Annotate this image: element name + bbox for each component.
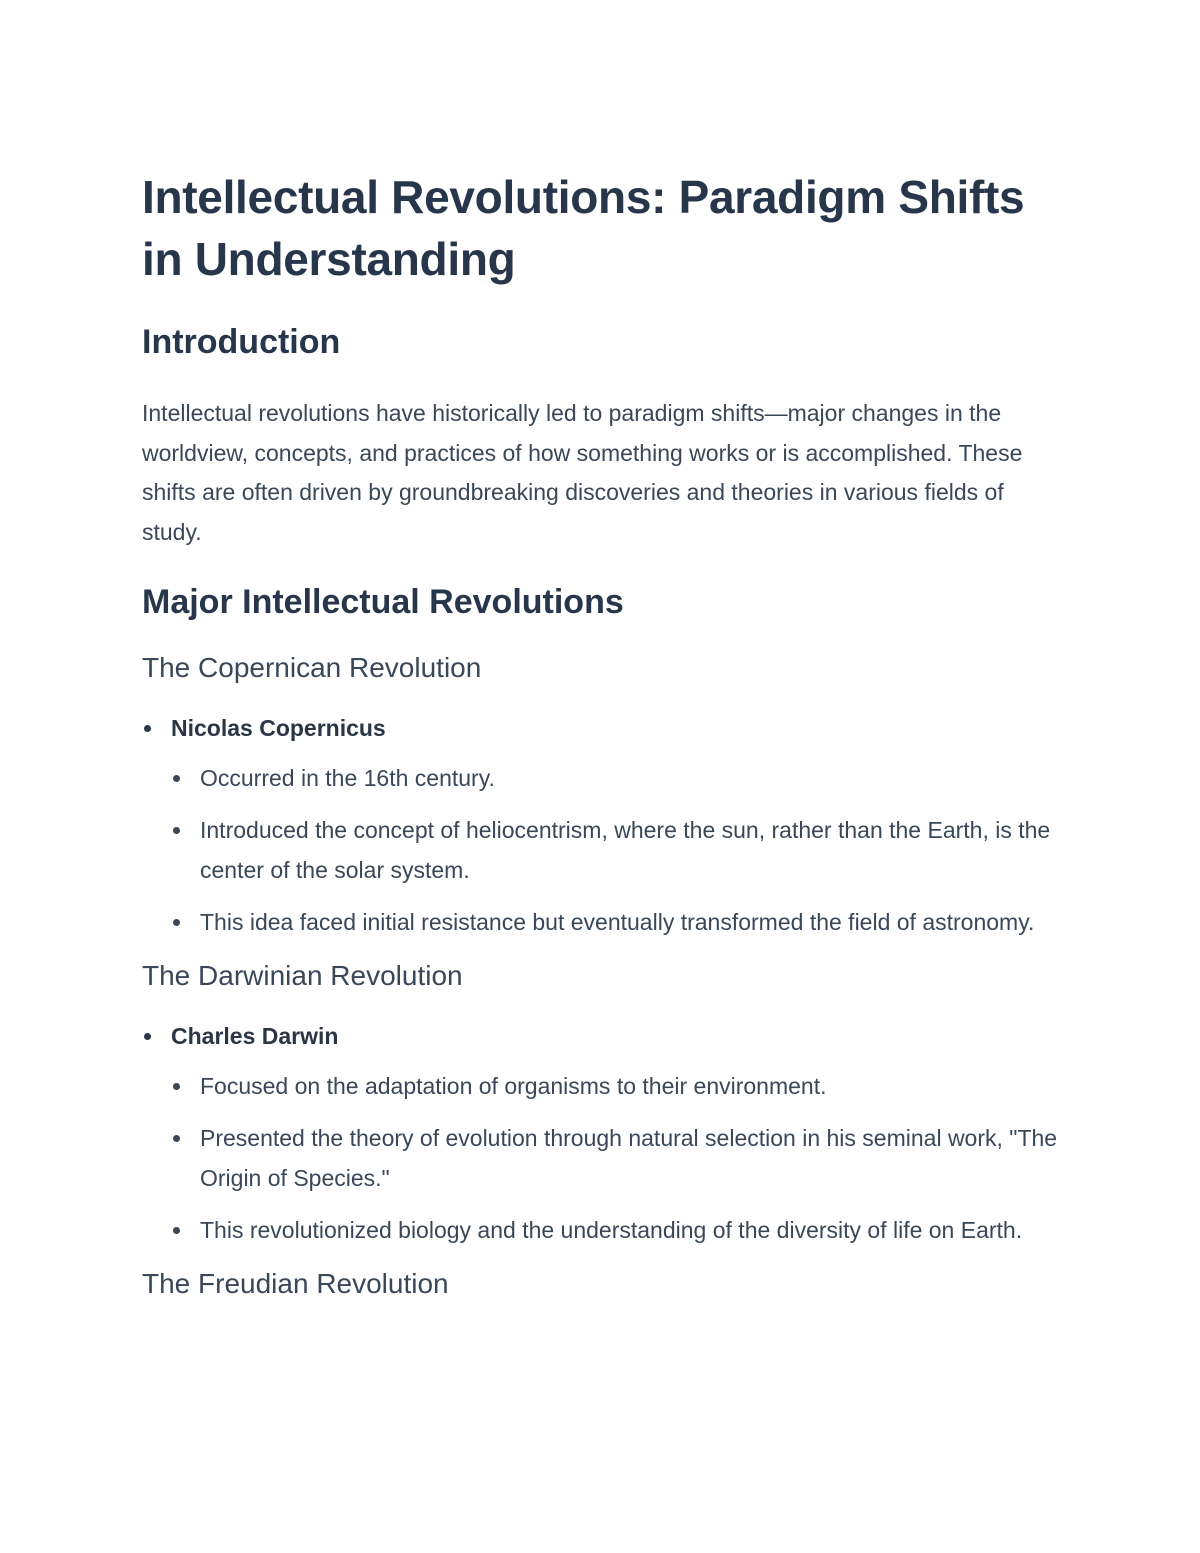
bullet-icon bbox=[173, 1227, 180, 1234]
darwinian-list bbox=[142, 1016, 1062, 1250]
introduction-paragraph: Intellectual revolutions have historically led to paradigm shifts—major changes in the worldview, concepts, and practices of how something works or is accomplished. These shifts are often driven by groundbreaking discoveries and theories in various fields of study. bbox=[142, 400, 1023, 545]
copernican-heading: The Copernican Revolution bbox=[142, 652, 482, 683]
darwinian-heading: The Darwinian Revolution bbox=[142, 960, 463, 991]
list-item bbox=[171, 1210, 1062, 1250]
list-item bbox=[142, 708, 1062, 942]
point-text: Occurred in the 16th century. bbox=[200, 765, 495, 791]
list-item bbox=[171, 810, 1062, 890]
point-text: This revolutionized biology and the understanding of the diversity of life on Earth. bbox=[200, 1217, 1023, 1243]
document-title: Intellectual Revolutions: Paradigm Shifts in Understanding bbox=[142, 171, 1025, 285]
point-text: Presented the theory of evolution through natural selection in his seminal work, "The Origin of Species." bbox=[200, 1125, 1058, 1191]
copernican-list bbox=[142, 708, 1062, 942]
bullet-icon bbox=[144, 1033, 151, 1040]
list-item bbox=[171, 1066, 1062, 1106]
bullet-icon bbox=[173, 1135, 180, 1142]
list-item bbox=[171, 758, 1062, 798]
bullet-icon bbox=[173, 827, 180, 834]
bullet-icon bbox=[173, 775, 180, 782]
person-name: Charles Darwin bbox=[171, 1023, 339, 1049]
list-item bbox=[171, 1118, 1062, 1198]
bullet-icon bbox=[173, 1083, 180, 1090]
freudian-heading: The Freudian Revolution bbox=[142, 1268, 449, 1299]
person-name: Nicolas Copernicus bbox=[171, 715, 386, 741]
point-text: Focused on the adaptation of organisms to their environment. bbox=[200, 1073, 827, 1099]
point-text: Introduced the concept of heliocentrism, where the sun, rather than the Earth, is the center of the solar system. bbox=[200, 817, 1051, 883]
darwinian-points bbox=[171, 1066, 1062, 1250]
bullet-icon bbox=[173, 919, 180, 926]
document-page bbox=[142, 166, 1062, 1304]
point-text: This idea faced initial resistance but eventually transformed the field of astronomy. bbox=[200, 909, 1035, 935]
copernican-points bbox=[171, 758, 1062, 942]
bullet-icon bbox=[144, 725, 151, 732]
introduction-heading: Introduction bbox=[142, 323, 341, 361]
list-item bbox=[171, 902, 1062, 942]
major-revolutions-heading: Major Intellectual Revolutions bbox=[142, 583, 624, 621]
list-item bbox=[142, 1016, 1062, 1250]
